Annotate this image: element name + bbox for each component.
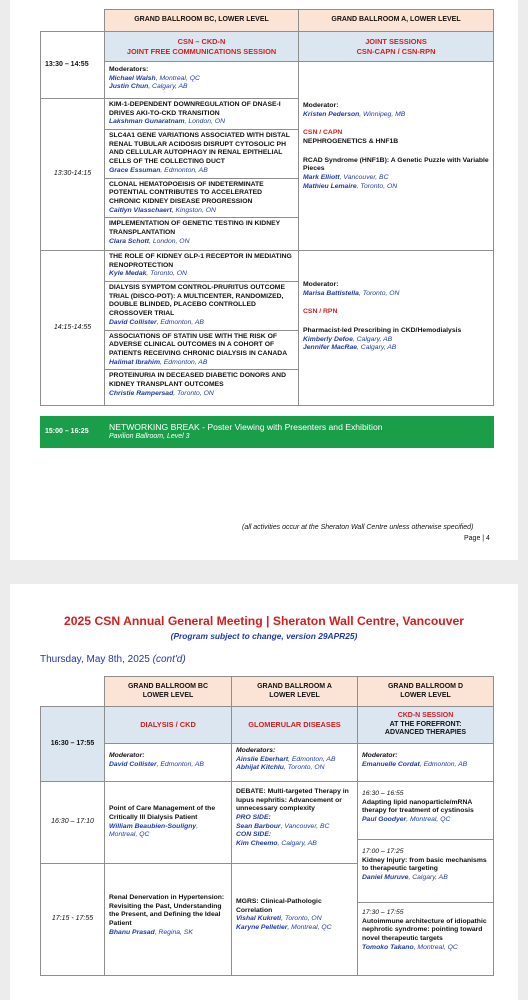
date-heading: Thursday, May 8th, 2025 (cont'd)	[40, 654, 186, 665]
page-number: Page | 4	[464, 535, 490, 542]
moderator: Justin Chun, Calgary, AB	[109, 83, 188, 91]
talk: SLC4A1 GENE VARIATIONS ASSOCIATED WITH DISTAL RENAL TUBULAR ACIDOSIS DISRUPT CYTOSOLIC PH AND CELLULAR AUTOPHAGY IN RENAL EPITHELIAL CELLS OF THE COLLECTING DUCT Grace Essuman, Edmonton, AB	[105, 129, 298, 175]
session-title: GLOMERULAR DISEASES	[232, 707, 358, 744]
break-location: Pavilion Ballroom, Level 3	[109, 433, 190, 441]
moderator: Marisa Battistella, Toronto, ON	[303, 289, 400, 297]
talk: 17:30 – 17:55 Autoimmune architecture of idiopathic nephrotic syndrome: pointing toward novel therapeutic targets Tomoko Takano, Montreal, QC	[358, 902, 493, 956]
page-title: 2025 CSN Annual General Meeting | Sheraton Wall Centre, Vancouver	[63, 614, 465, 628]
break-time: 15:00 – 16:25	[41, 417, 105, 448]
room-header-ballroom-a: GRAND BALLROOM A, LOWER LEVEL	[299, 10, 494, 32]
session-title: CSN – CKD-N JOINT FREE COMMUNICATIONS SESSION	[105, 32, 299, 62]
schedule-table-page5	[40, 676, 494, 976]
time-slot: 14:15-14:55	[41, 251, 105, 406]
room-header-ballroom-bc: GRAND BALLROOM BC LOWER LEVEL	[105, 677, 232, 707]
room-header-ballroom-d: GRAND BALLROOM D LOWER LEVEL	[358, 677, 494, 707]
room-header-ballroom-a: GRAND BALLROOM A LOWER LEVEL	[232, 677, 358, 707]
talk-cell: MGRS: Clinical-Pathologic Correlation Vishal Kukreti, Toronto, ON Karyne Pelletier, Montreal, QC	[232, 864, 358, 976]
time-slot: 17:15 - 17:55	[41, 864, 105, 976]
moderator-cell: Moderator: Emanuelle Cordat, Edmonton, AB	[358, 744, 494, 782]
session-tag: CSN / RPN	[303, 308, 338, 316]
moderators-label: Moderators:	[109, 66, 149, 73]
talk: KIM-1-DEPENDENT DOWNREGULATION OF DNASE-I DRIVES AKI-TO-CKD TRANSITION Lakshman Gunaratnam, London, ON	[109, 101, 281, 126]
ckd-n-talks-cell	[358, 782, 494, 976]
program-page-5	[10, 584, 518, 1000]
talk: CLONAL HEMATOPOEISIS OF INDETERMINATE POTENTIAL CONTRIBUTES TO ACCELERATED CHRONIC KIDNEY DISEASE PROGRESSION Caitlyn Vlasschaert, Kingston, ON	[105, 178, 298, 216]
talk-cell: Renal Denervation in Hypertension: Revisiting the Past, Understanding the Present, and Defining the Ideal Patient Bhanu Prasad, Regina, SK	[105, 864, 232, 976]
moderator-cell: Moderator: David Collister, Edmonton, AB	[105, 744, 232, 782]
talk-title: Pharmacist-led Prescribing in CKD/Hemodialysis	[303, 327, 462, 335]
talk: ASSOCIATIONS OF STATIN USE WITH THE RISK OF ADVERSE CLINICAL OUTCOMES IN A COHORT OF PATIENTS RECEIVING CHRONIC DIALYSIS IN CANADA Halimat Ibrahim, Edmonton, AB	[105, 330, 298, 368]
moderators-cell	[105, 62, 299, 99]
talk: 16:30 – 16:55 Adapting lipid nanoparticle/mRNA therapy for treatment of cystinosis Paul Goodyer, Montreal, QC	[362, 790, 474, 824]
talks-cell	[105, 99, 299, 251]
talk: PROTEINURIA IN DECEASED DIABETIC DONORS AND KIDNEY TRANSPLANT OUTCOMES Christie Rampersad, Toronto, ON	[105, 369, 298, 398]
program-page-4	[10, 0, 518, 560]
time-slot: 13:30-14:15	[41, 99, 105, 251]
moderator: Michael Walsh, Montreal, QC	[109, 74, 200, 82]
speaker: Jennifer MacRae, Calgary, AB	[303, 344, 397, 352]
talk: THE ROLE OF KIDNEY GLP-1 RECEPTOR IN MEDIATING RENOPROTECTION Kyle Medak, Toronto, ON	[109, 253, 292, 278]
moderator: Kristen Pederson, Winnipeg, MB	[303, 110, 406, 118]
break-title: NETWORKING BREAK - Poster Viewing with Presenters and Exhibition	[109, 422, 383, 433]
rpn-session-cell: Moderator: Marisa Battistella, Toronto, ON CSN / RPN Pharmacist-led Prescribing in CKD/Hemodialysis Kimberly Defoe, Calgary, AB Jennifer MacRae, Calgary, AB	[299, 251, 494, 406]
networking-break-row	[40, 416, 494, 448]
talk: DIALYSIS SYMPTOM CONTROL-PRURITUS OUTCOME TRIAL (DISCO-POT): A MULTICENTER, RANDOMIZED, DOUBLE BLINDED, PLACEBO CONTROLLED CROSSOVER TRIAL David Collister, Edmonton, AB	[105, 281, 298, 327]
capn-session-cell: Moderator: Kristen Pederson, Winnipeg, MB CSN / CAPN NEPHROGENETICS & HNF1B RCAD Syndrome (HNF1B): A Genetic Puzzle with Variable Pieces Mark Elliott, Vancouver, BC Mathieu Lemaire, Toronto, ON	[299, 62, 494, 251]
footer-note: (all activities occur at the Sheraton Wall Centre unless otherwise specified)	[242, 524, 474, 531]
session-title: JOINT SESSIONS CSN-CAPN / CSN-RPN	[299, 32, 494, 62]
time-slot: 16:30 – 17:55	[41, 707, 105, 782]
room-header-ballroom-bc: GRAND BALLROOM BC, LOWER LEVEL	[105, 10, 299, 32]
session-subtitle: NEPHROGENETICS & HNF1B	[303, 138, 399, 146]
break-cell	[105, 417, 494, 448]
moderator-cell: Moderators: Ainslie Eberhart, Edmonton, AB Abhijat Kitchlu, Toronto, ON	[232, 744, 358, 782]
session-tag: CSN / CAPN	[303, 129, 343, 137]
debate-cell: DEBATE: Multi-targeted Therapy in lupus nephritis: Advancement or unnecessary complexity PRO SIDE: Sean Barbour, Vancouver, BC CON SIDE: Kim Cheemo, Calgary, AB	[232, 782, 358, 864]
talk-title: RCAD Syndrome (HNF1B): A Genetic Puzzle with Variable Pieces	[303, 156, 489, 173]
talk-cell: Point of Care Management of the Critically Ill Dialysis Patient William Beaubien-Souligny, Montreal, QC	[105, 782, 232, 864]
session-title: DIALYSIS / CKD	[105, 707, 232, 744]
talk: 17:00 – 17:25 Kidney Injury: from basic mechanisms to therapeutic targeting Daniel Muruve, Calgary, AB	[358, 839, 493, 902]
talks-cell	[105, 251, 299, 406]
session-title: CKD-N SESSION AT THE FOREFRONT: ADVANCED THERAPIES	[358, 707, 494, 744]
speaker: Kimberly Defoe, Calgary, AB	[303, 335, 393, 343]
page-subtitle: (Program subject to change, version 29APR25)	[170, 631, 358, 641]
time-slot: 16:30 – 17:10	[41, 782, 105, 864]
time-slot: 13:30 – 14:55	[41, 32, 105, 99]
speaker: Mathieu Lemaire, Toronto, ON	[303, 182, 398, 190]
schedule-table-page4	[40, 9, 494, 406]
talk: IMPLEMENTATION OF GENETIC TESTING IN KIDNEY TRANSPLANTATION Clara Schott, London, ON	[105, 217, 298, 246]
speaker: Mark Elliott, Vancouver, BC	[303, 174, 389, 182]
